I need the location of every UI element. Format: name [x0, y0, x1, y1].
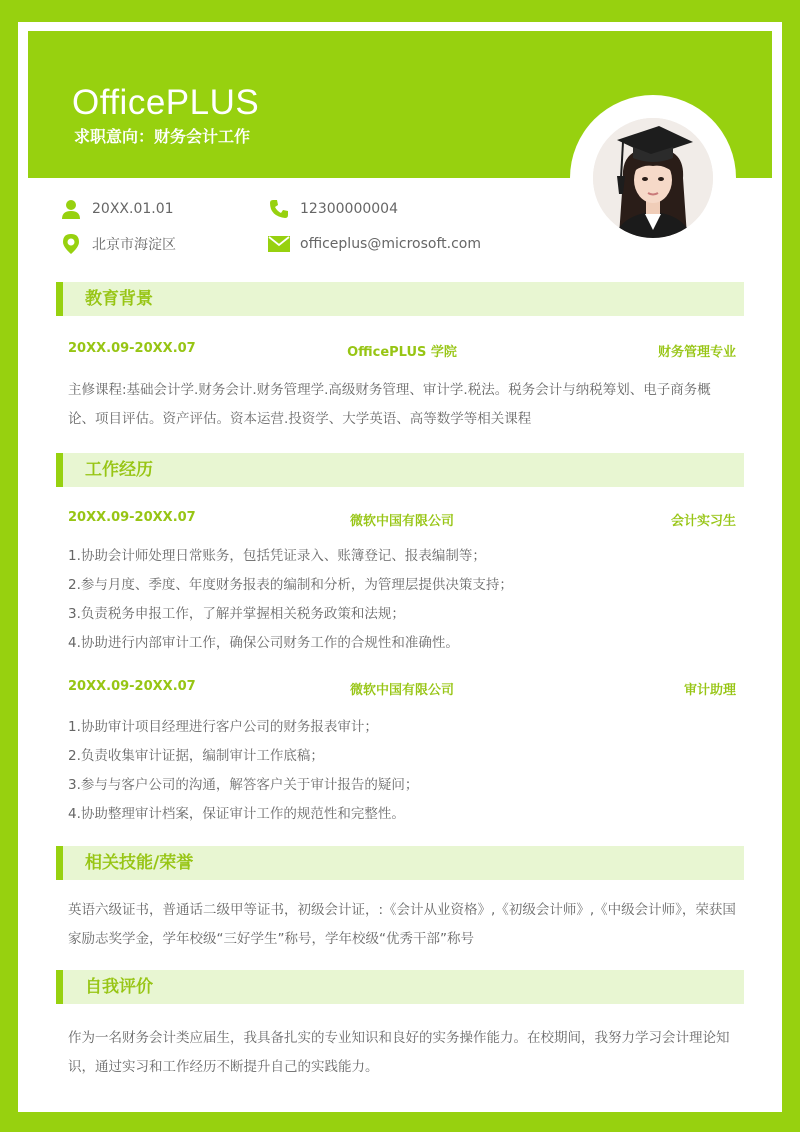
location-text: 北京市海淀区: [92, 237, 176, 253]
duty-item: 4.协助整理审计档案，保证审计工作的规范性和完整性。: [68, 806, 405, 822]
duty-item: 2.参与月度、季度、年度财务报表的编制和分析，为管理层提供决策支持；: [68, 577, 513, 593]
job-company: 微软中国有限公司: [349, 683, 454, 698]
education-courses: 主修课程:基础会计学.财务会计.财务管理学.高级财务管理、审计学.税法。税务会计与纳税筹划、电子商务概论、项目评估。资产评估。资本运营.投资学、大学英语、高等数学等相关课程: [68, 382, 711, 427]
education-period: 20XX.09-20XX.07: [68, 341, 196, 356]
job-meta: [68, 510, 736, 530]
job-role: 审计助理: [683, 683, 736, 698]
section-self-evaluation: [56, 970, 744, 1004]
job-meta: [68, 679, 736, 699]
section-skills: [56, 846, 744, 880]
phone-icon: [268, 198, 290, 220]
duty-item: 2.负责收集审计证据，编制审计工作底稿；: [68, 748, 324, 764]
duty-item: 3.参与与客户公司的沟通，解答客户关于审计报告的疑问；: [68, 777, 419, 793]
candidate-name: OfficePLUS: [72, 83, 260, 122]
section-title: 相关技能/荣誉: [85, 853, 194, 873]
skills-text: 英语六级证书，普通话二级甲等证书，初级会计证，:《会计从业资格》,《初级会计师》,《中级会计师》，荣获国家励志奖学金，学年校级“三好学生”称号，学年校级“优秀干部”称号: [68, 902, 736, 947]
contact-phone: [268, 198, 398, 220]
contact-birthday: [60, 198, 174, 220]
location-pin-icon: [60, 233, 82, 255]
job-period: 20XX.09-20XX.07: [68, 679, 196, 694]
email-text: officeplus@microsoft.com: [300, 236, 481, 252]
job-company: 微软中国有限公司: [349, 514, 454, 529]
section-work: [56, 453, 744, 487]
job-role: 会计实习生: [670, 514, 736, 529]
job-objective: 求职意向：财务会计工作: [74, 127, 251, 146]
duty-item: 4.协助进行内部审计工作，确保公司财务工作的合规性和准确性。: [68, 635, 459, 651]
mail-icon: [268, 233, 290, 255]
contact-location: [60, 233, 176, 255]
phone-text: 12300000004: [300, 201, 398, 217]
section-title: 自我评价: [85, 977, 153, 997]
section-education: [56, 282, 744, 316]
job-duties: [68, 713, 736, 829]
section-title: 教育背景: [85, 289, 153, 309]
duty-item: 1.协助审计项目经理进行客户公司的财务报表审计；: [68, 719, 378, 735]
job-period: 20XX.09-20XX.07: [68, 510, 196, 525]
birthday-text: 20XX.01.01: [92, 201, 174, 217]
profile-photo: [593, 118, 713, 238]
education-meta: [68, 341, 736, 361]
person-icon: [60, 198, 82, 220]
resume-page: [18, 22, 782, 1112]
section-title: 工作经历: [85, 460, 153, 480]
contact-email: [268, 233, 481, 255]
duty-item: 1.协助会计师处理日常账务，包括凭证录入、账簿登记、报表编制等；: [68, 548, 486, 564]
job-duties: [68, 542, 736, 658]
education-major: 财务管理专业: [657, 345, 736, 360]
education-school: OfficePLUS 学院: [347, 345, 457, 360]
self-evaluation-text: 作为一名财务会计类应届生，我具备扎实的专业知识和良好的实务操作能力。在校期间，我努力学习会计理论知识，通过实习和工作经历不断提升自己的实践能力。: [68, 1030, 730, 1075]
duty-item: 3.负责税务申报工作，了解并掌握相关税务政策和法规；: [68, 606, 405, 622]
